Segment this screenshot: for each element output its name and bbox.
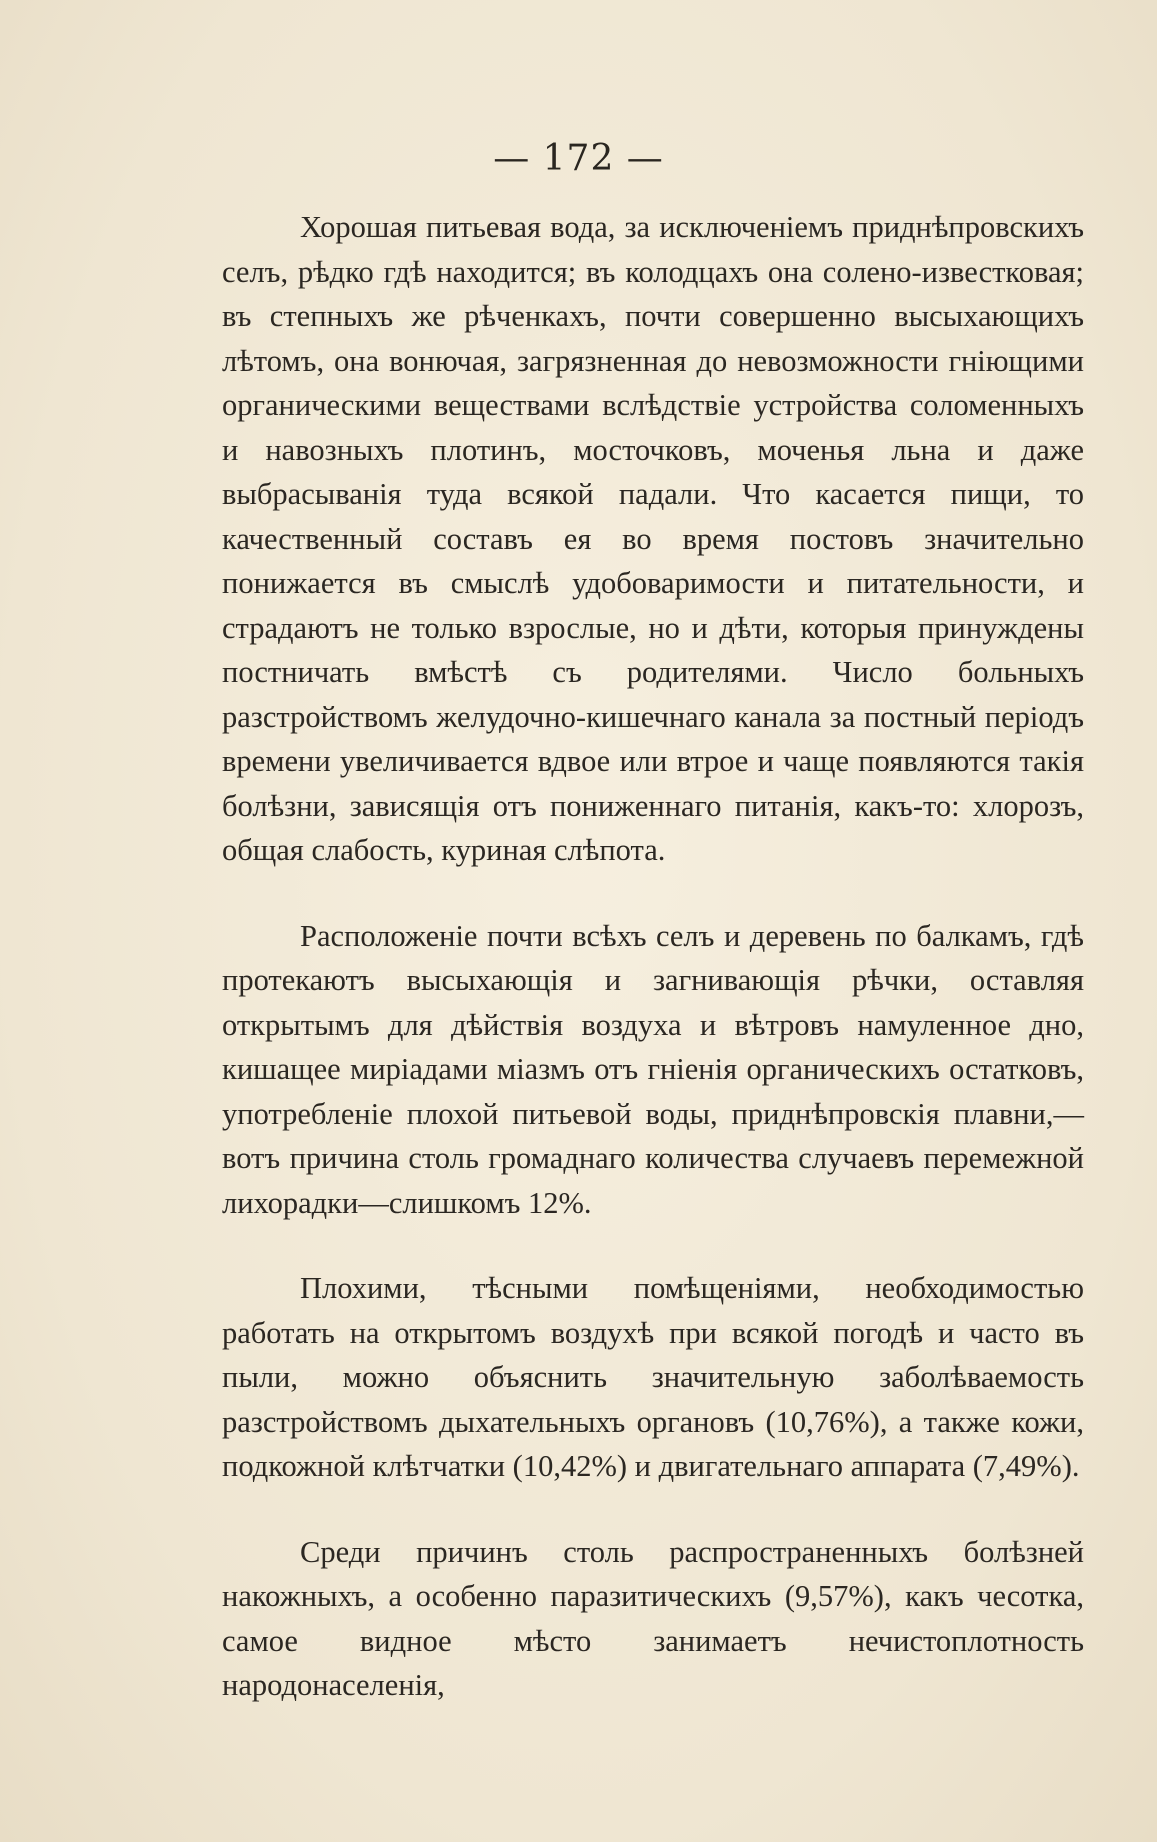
- page-number: — 172 —: [493, 138, 664, 179]
- paragraph-fever: Расположеніе почти всѣхъ селъ и деревень по балкамъ, гдѣ протекаютъ высыхающія и загнивающія рѣчки, оставляя открытымъ для дѣйствія воздуха и вѣтровъ намуленное дно, кишащее миріадами міазмъ отъ гніенія органическихъ остатковъ, употребленіе плохой питьевой воды, приднѣпровскія плавни,—вотъ причина столь громаднаго количества случаевъ перемежной лихорадки—слишкомъ 12%.: [222, 918, 1084, 1220]
- paragraph-respiratory: Плохими, тѣсными помѣщеніями, необходимостью работать на открытомъ воздухѣ при всякой погодѣ и часто въ пыли, можно объяснить значительную заболѣваемость разстройствомъ дыхательныхъ органовъ (10,76%), а также кожи, подкожной клѣтчатки (10,42%) и двигательнаго аппарата (7,49%).: [222, 1271, 1084, 1483]
- body-text: [222, 205, 1084, 1708]
- paragraph-skin-diseases: Среди причинъ столь распространенныхъ болѣзней накожныхъ, а особенно паразитическихъ (9,57%), какъ чесотка, самое видное мѣсто занимаетъ нечистоплотность народонаселенія,: [222, 1534, 1084, 1702]
- paragraph-drinking-water: Хорошая питьевая вода, за исключеніемъ приднѣпровскихъ селъ, рѣдко гдѣ находится; въ колодцахъ она солено-известковая; въ степныхъ же рѣченкахъ, почти совершенно высыхающихъ лѣтомъ, она вонючая, загрязненная до невозможности гніющими органическими веществами вслѣдствіе устройства соломенныхъ и навозныхъ плотинъ, мосточковъ, моченья льна и даже выбрасыванія туда всякой падали. Что касается пищи, то качественный составъ ея во время постовъ значительно понижается въ смыслѣ удобоваримости и питательности, и страдаютъ не только взрослые, но и дѣти, которыя принуждены постничать вмѣстѣ съ родителями. Число больныхъ разстройствомъ желудочно-кишечнаго канала за постный періодъ времени увеличивается вдвое или втрое и чаще появляются такія болѣзни, зависящія отъ пониженнаго питанія, какъ-то: хлорозъ, общая слабость, куриная слѣпота.: [222, 210, 1084, 867]
